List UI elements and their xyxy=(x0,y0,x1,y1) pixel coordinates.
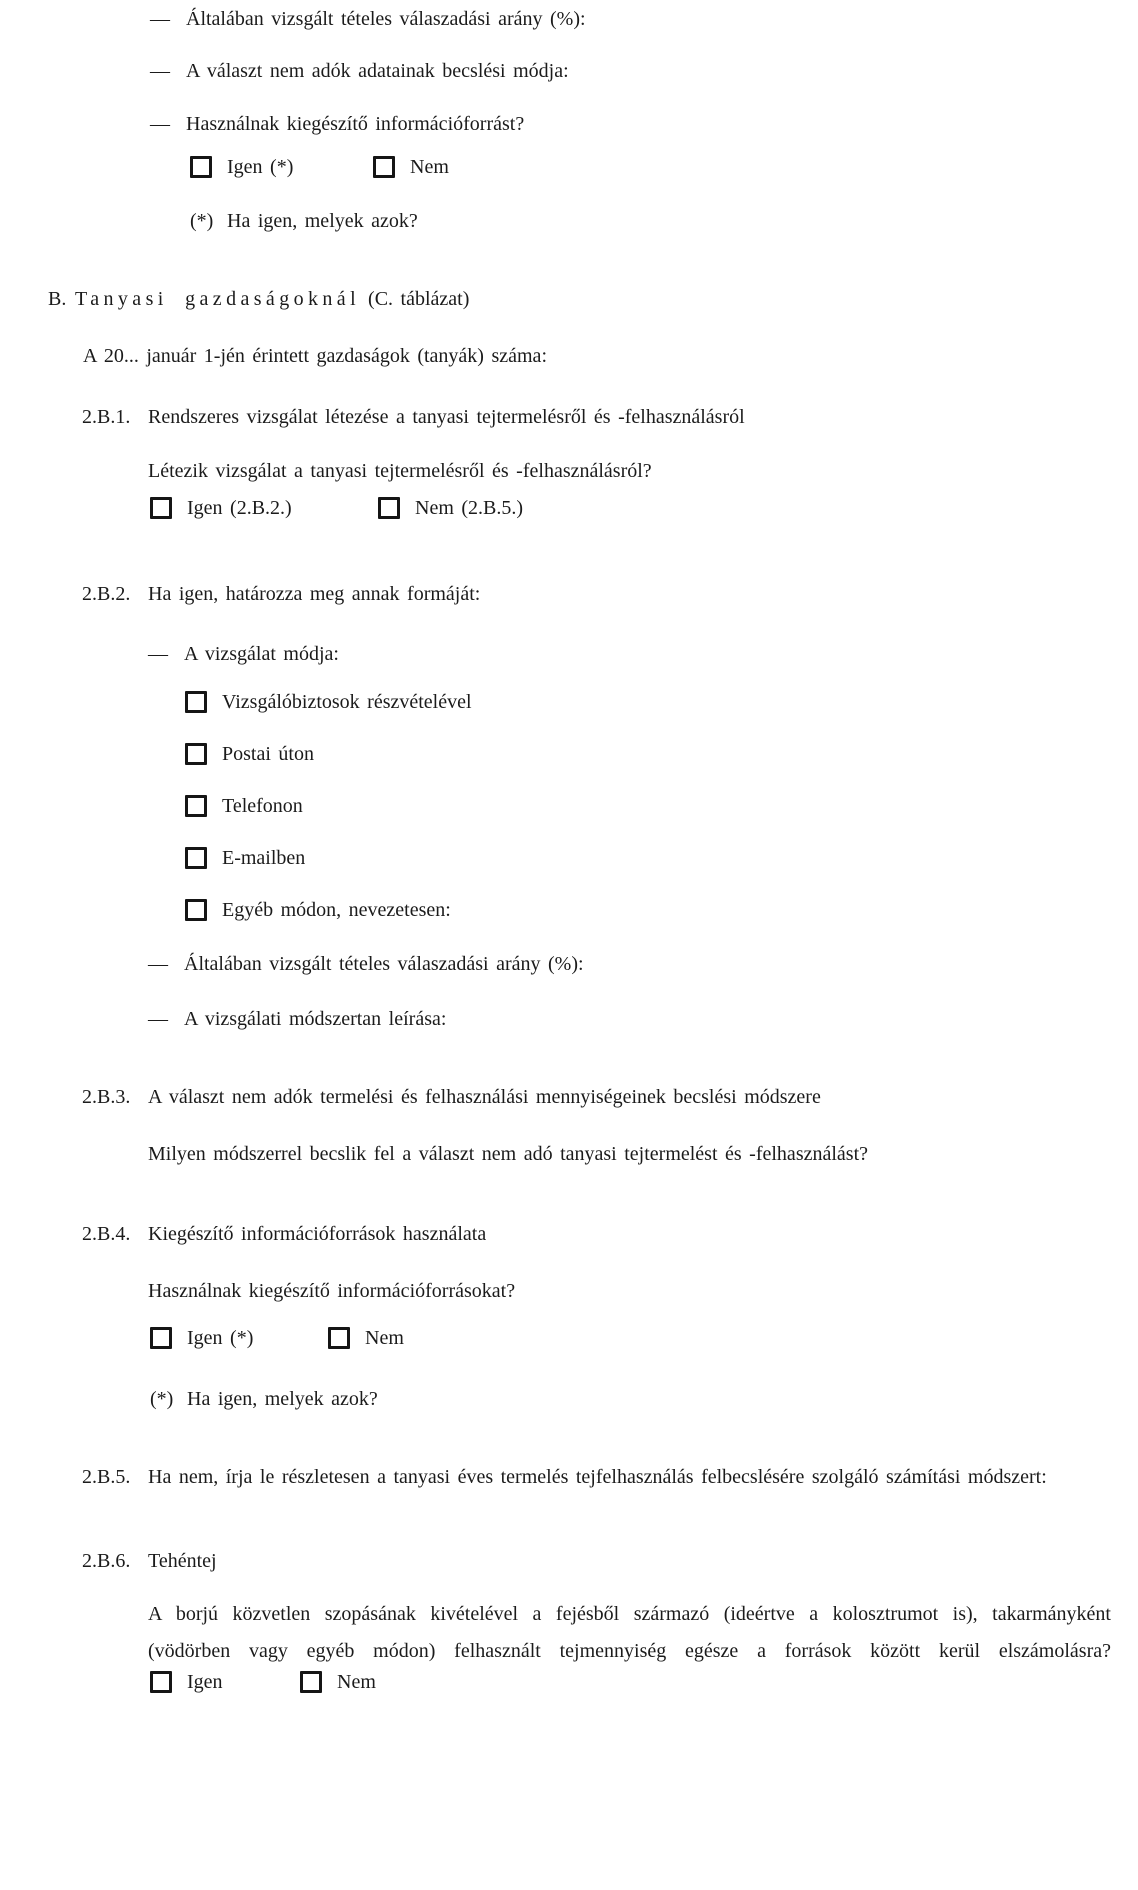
option-label: Vizsgálóbiztosok részvételével xyxy=(222,691,472,713)
paragraph-line: (vödörben vagy egyéb módon) felhasznált tejmennyiség egésze a források között kerül elszámolásra? xyxy=(148,1640,1111,1662)
list-item-text: A vizsgálati módszertan leírása: xyxy=(184,1008,447,1030)
no-label: Nem (2.B.5.) xyxy=(415,497,524,519)
question-2b3-heading xyxy=(82,1083,821,1111)
question-heading: Kiegészítő információforrások használata xyxy=(148,1223,487,1245)
question-2b3-text: Milyen módszerrel becslik fel a választ nem adó tanyasi tejtermelést és -felhasználást? xyxy=(148,1143,868,1165)
no-label: Nem xyxy=(365,1327,404,1349)
question-number: 2.B.6. xyxy=(82,1550,131,1572)
list-item-text: Használnak kiegészítő információforrást? xyxy=(186,113,525,135)
footnote-text: Ha igen, melyek azok? xyxy=(227,210,418,232)
no-label: Nem xyxy=(337,1671,376,1693)
question-heading: A választ nem adók termelési és felhasználási mennyiségeinek becslési módszere xyxy=(148,1086,821,1108)
no-checkbox[interactable] xyxy=(373,156,395,178)
question-number: 2.B.1. xyxy=(82,406,131,428)
yes-option xyxy=(190,155,293,179)
section-title-suffix: (C. táblázat) xyxy=(368,288,470,310)
list-item xyxy=(150,57,569,85)
paragraph-line: A borjú közvetlen szopásának kivételével a fejésből származó (ideértve a kolosztrumot is), takarmányként xyxy=(148,1603,1111,1625)
option-checkbox-email[interactable] xyxy=(185,847,207,869)
yes-option xyxy=(150,496,292,520)
no-option xyxy=(328,1326,404,1350)
section-letter: B. xyxy=(48,288,67,310)
option-other xyxy=(185,898,451,922)
question-number: 2.B.5. xyxy=(82,1466,131,1488)
list-item-text: Általában vizsgált tételes válaszadási arány (%): xyxy=(184,953,584,975)
option-checkbox-inspectors[interactable] xyxy=(185,691,207,713)
yes-option xyxy=(150,1326,253,1350)
question-heading: Tehéntej xyxy=(148,1550,217,1572)
question-2b4-heading xyxy=(82,1220,486,1248)
no-checkbox[interactable] xyxy=(300,1671,322,1693)
yes-label: Igen (*) xyxy=(227,156,294,178)
list-item xyxy=(148,950,584,978)
list-item-text: A vizsgálat módja: xyxy=(184,643,339,665)
footnote-text: Ha igen, melyek azok? xyxy=(187,1388,378,1410)
question-2b1-text: Létezik vizsgálat a tanyasi tejtermelésről és -felhasználásról? xyxy=(148,460,652,482)
option-label: E-mailben xyxy=(222,847,306,869)
dash-bullet: — xyxy=(150,60,170,82)
section-intro: A 20... január 1-jén érintett gazdaságok (tanyák) száma: xyxy=(83,345,547,367)
option-label: Egyéb módon, nevezetesen: xyxy=(222,899,451,921)
yes-label: Igen (2.B.2.) xyxy=(187,497,292,519)
footnote xyxy=(150,1385,378,1413)
question-number: 2.B.4. xyxy=(82,1223,131,1245)
yes-label: Igen (*) xyxy=(187,1327,254,1349)
question-heading: Rendszeres vizsgálat létezése a tanyasi tejtermelésről és -felhasználásról xyxy=(148,406,745,428)
yes-checkbox[interactable] xyxy=(150,1671,172,1693)
list-item xyxy=(148,1005,446,1033)
dash-bullet: — xyxy=(148,643,168,665)
option-inspectors xyxy=(185,690,472,714)
list-item xyxy=(150,5,586,33)
dash-bullet: — xyxy=(148,953,168,975)
list-item xyxy=(150,110,524,138)
no-option xyxy=(300,1670,376,1694)
list-item-text: Általában vizsgált tételes válaszadási arány (%): xyxy=(186,8,586,30)
option-label: Postai úton xyxy=(222,743,314,765)
list-item-text: A választ nem adók adatainak becslési módja: xyxy=(186,60,569,82)
question-2b2-heading xyxy=(82,580,480,608)
no-checkbox[interactable] xyxy=(378,497,400,519)
no-option xyxy=(373,155,449,179)
footnote-marker: (*) xyxy=(190,210,214,232)
list-item xyxy=(148,640,339,668)
option-postal xyxy=(185,742,314,766)
yes-label: Igen xyxy=(187,1671,223,1693)
option-checkbox-postal[interactable] xyxy=(185,743,207,765)
dash-bullet: — xyxy=(148,1008,168,1030)
no-label: Nem xyxy=(410,156,449,178)
question-2b1-heading xyxy=(82,403,745,431)
option-telephone xyxy=(185,794,303,818)
yes-checkbox[interactable] xyxy=(150,1327,172,1349)
yes-checkbox[interactable] xyxy=(190,156,212,178)
footnote-marker: (*) xyxy=(150,1388,174,1410)
no-checkbox[interactable] xyxy=(328,1327,350,1349)
question-2b6-heading xyxy=(82,1547,217,1575)
no-option xyxy=(378,496,523,520)
question-2b4-text: Használnak kiegészítő információforrásokat? xyxy=(148,1280,516,1302)
yes-checkbox[interactable] xyxy=(150,497,172,519)
section-b-heading xyxy=(48,285,469,313)
option-checkbox-other[interactable] xyxy=(185,899,207,921)
question-2b5-heading xyxy=(82,1463,1047,1491)
dash-bullet: — xyxy=(150,113,170,135)
yes-option xyxy=(150,1670,223,1694)
dash-bullet: — xyxy=(150,8,170,30)
question-heading: Ha nem, írja le részletesen a tanyasi éves termelés tejfelhasználás felbecslésére szolgáló számítási módszert: xyxy=(148,1466,1047,1488)
question-heading: Ha igen, határozza meg annak formáját: xyxy=(148,583,481,605)
option-label: Telefonon xyxy=(222,795,303,817)
question-number: 2.B.2. xyxy=(82,583,131,605)
section-title: Tanyasi gazdaságoknál xyxy=(75,288,361,310)
option-checkbox-telephone[interactable] xyxy=(185,795,207,817)
footnote xyxy=(190,207,418,235)
option-email xyxy=(185,846,305,870)
question-number: 2.B.3. xyxy=(82,1086,131,1108)
